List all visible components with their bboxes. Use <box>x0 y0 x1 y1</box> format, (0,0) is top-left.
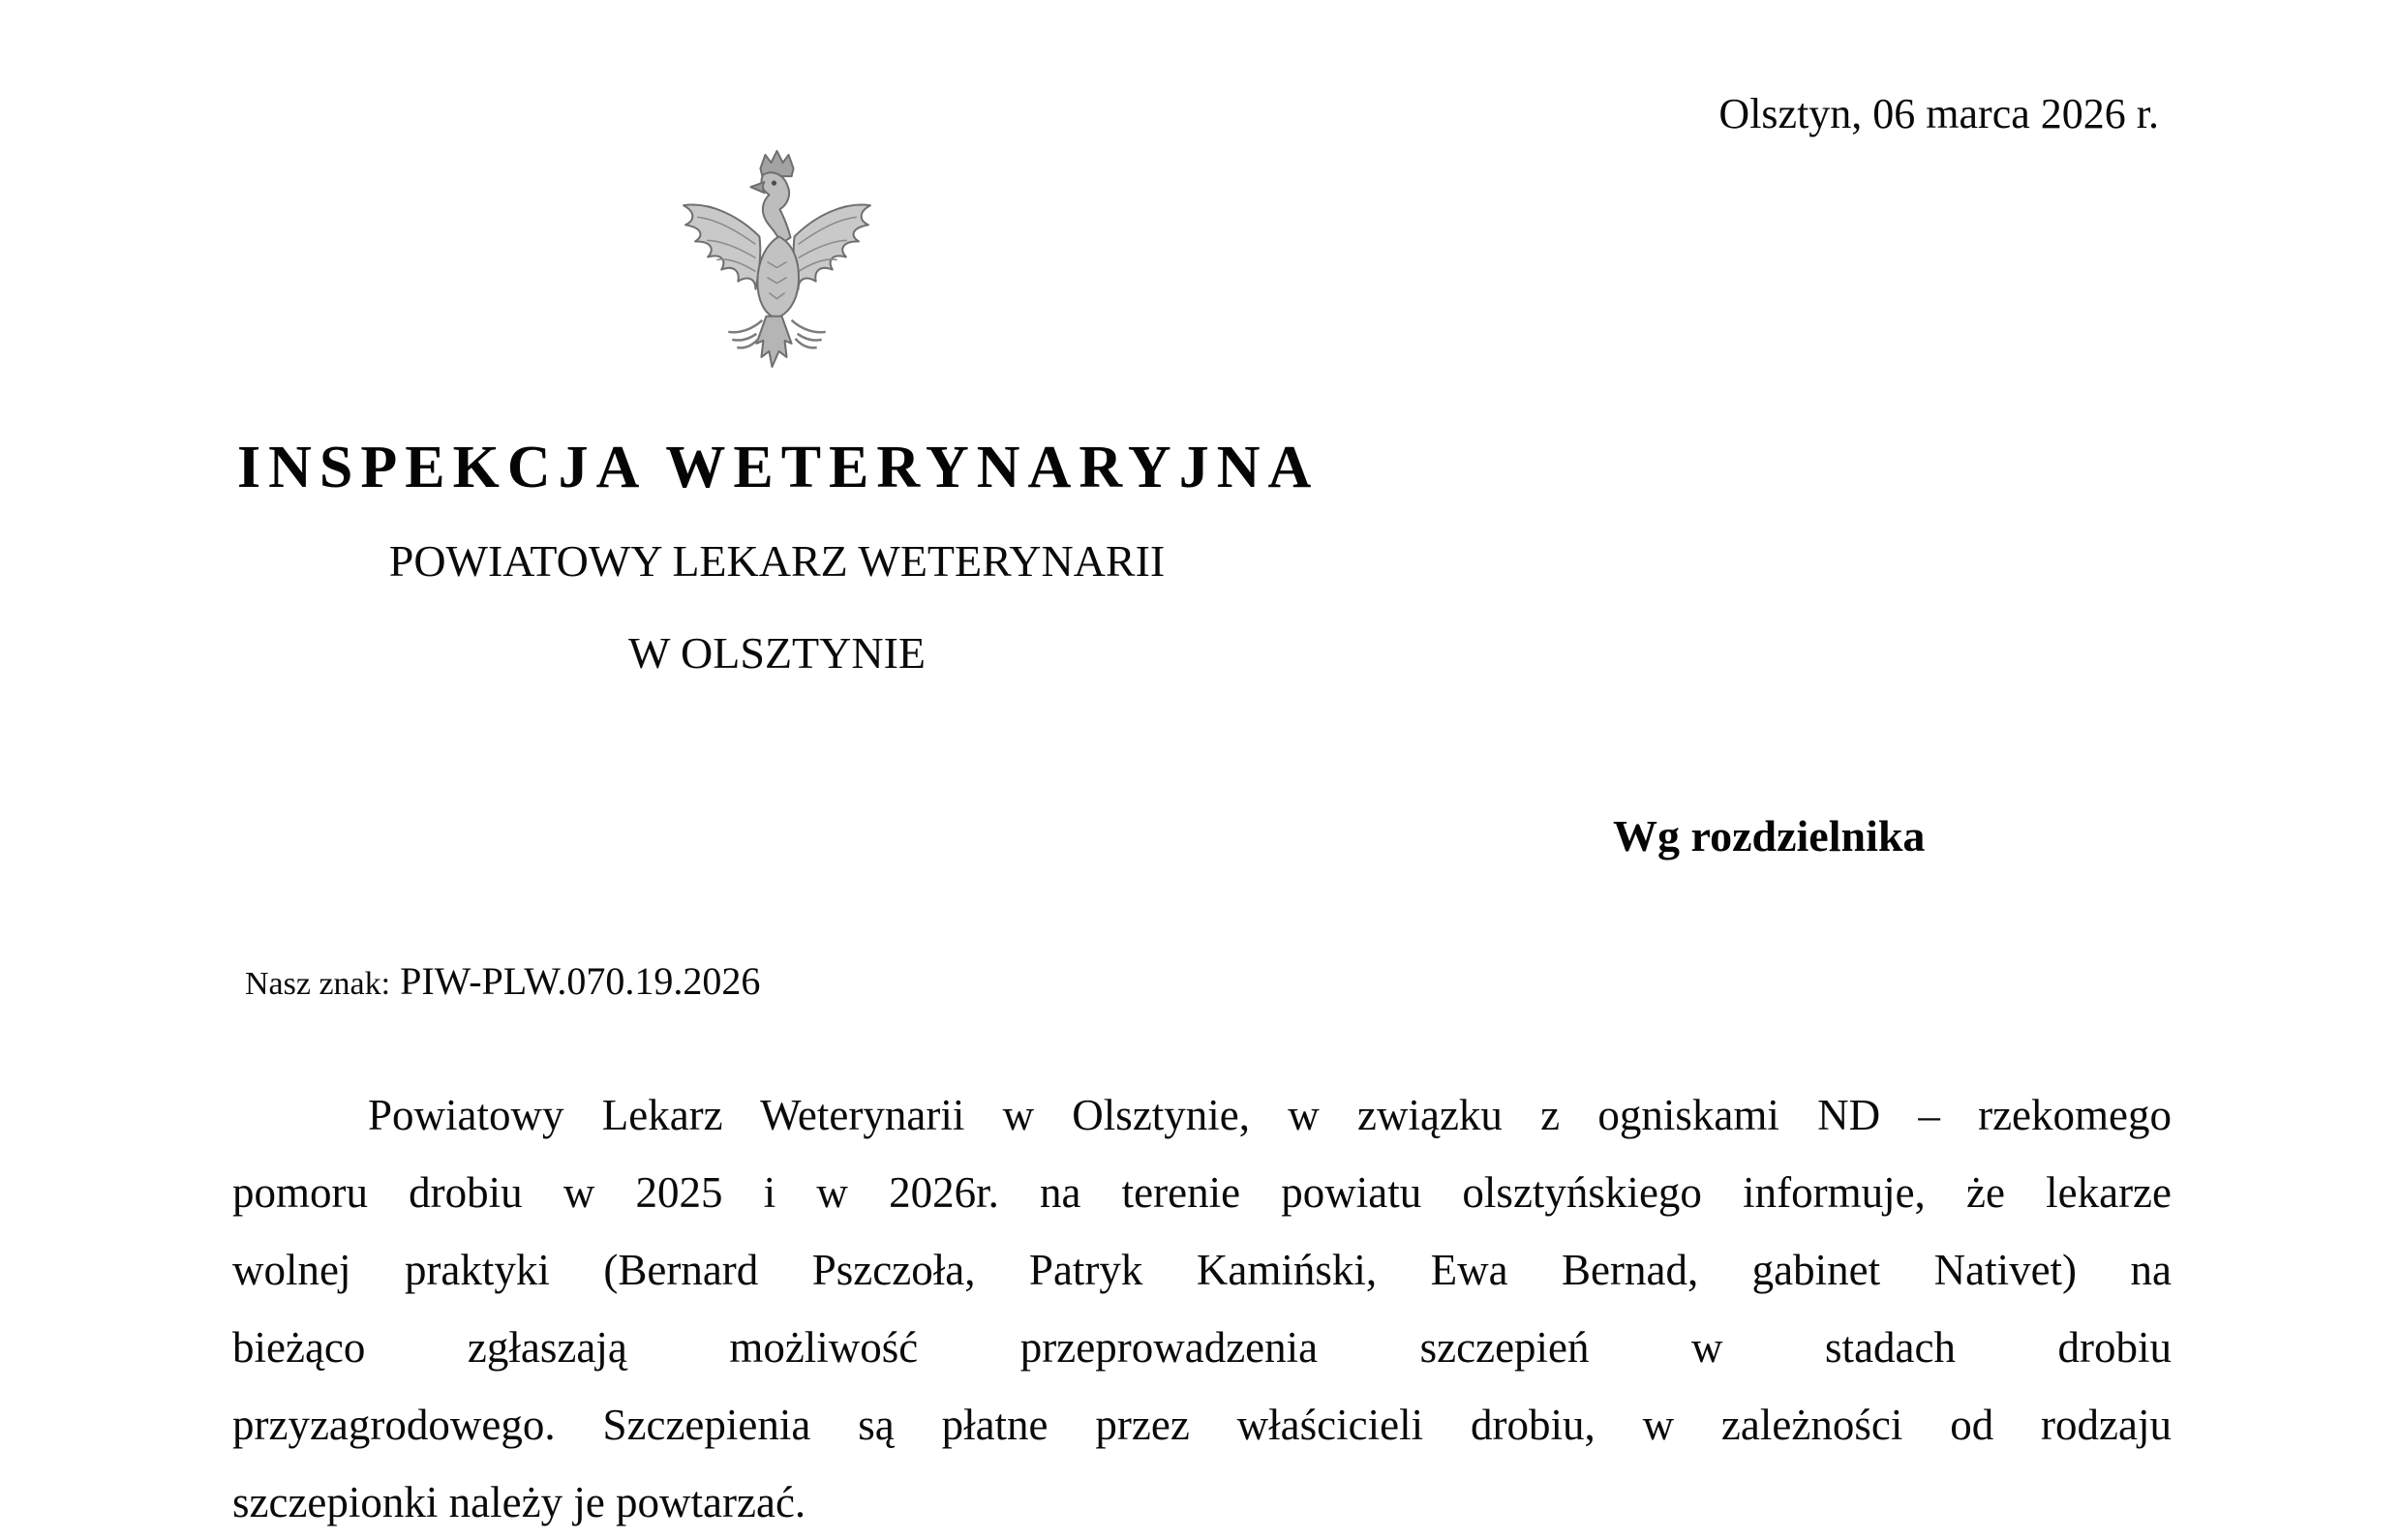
institution-title: INSPEKCJA WETERYNARYJNA <box>237 435 1320 500</box>
office-name-line2: W OLSZTYNIE <box>627 628 927 678</box>
body-line: bieżąco zgłaszają możliwość przeprowadzenia szczepień w stadach drobiu <box>232 1323 2172 1372</box>
body-line: szczepionki należy je powtarzać. <box>232 1478 806 1526</box>
recipient-line: Wg rozdzielnika <box>1613 811 1926 861</box>
office-name-line1: POWIATOWY LEKARZ WETERYNARII <box>388 536 1166 586</box>
letterhead <box>237 145 1320 678</box>
body-line: pomoru drobiu w 2025 i w 2026r. na terenie powiatu olsztyńskiego informuje, że lekarze <box>232 1168 2172 1217</box>
body-line: Powiatowy Lekarz Weterynarii w Olsztynie, w związku z ogniskami ND – rzekomego <box>368 1091 2172 1139</box>
reference-number-line <box>245 958 760 1004</box>
date-place-line: Olsztyn, 06 marca 2026 r. <box>1718 90 2159 137</box>
reference-label: Nasz znak: <box>245 966 391 1002</box>
body-line: wolnej praktyki (Bernard Pszczoła, Patryk Kamiński, Ewa Bernad, gabinet Nativet) na <box>232 1246 2172 1294</box>
emblem-container <box>237 145 1317 402</box>
body-line: przyzagrodowego. Szczepienia są płatne przez właścicieli drobiu, w zależności od rodzaju <box>232 1401 2172 1449</box>
reference-value: PIW-PLW.070.19.2026 <box>400 959 761 1003</box>
letter-body <box>232 1076 2172 1540</box>
polish-eagle-icon <box>670 145 884 382</box>
